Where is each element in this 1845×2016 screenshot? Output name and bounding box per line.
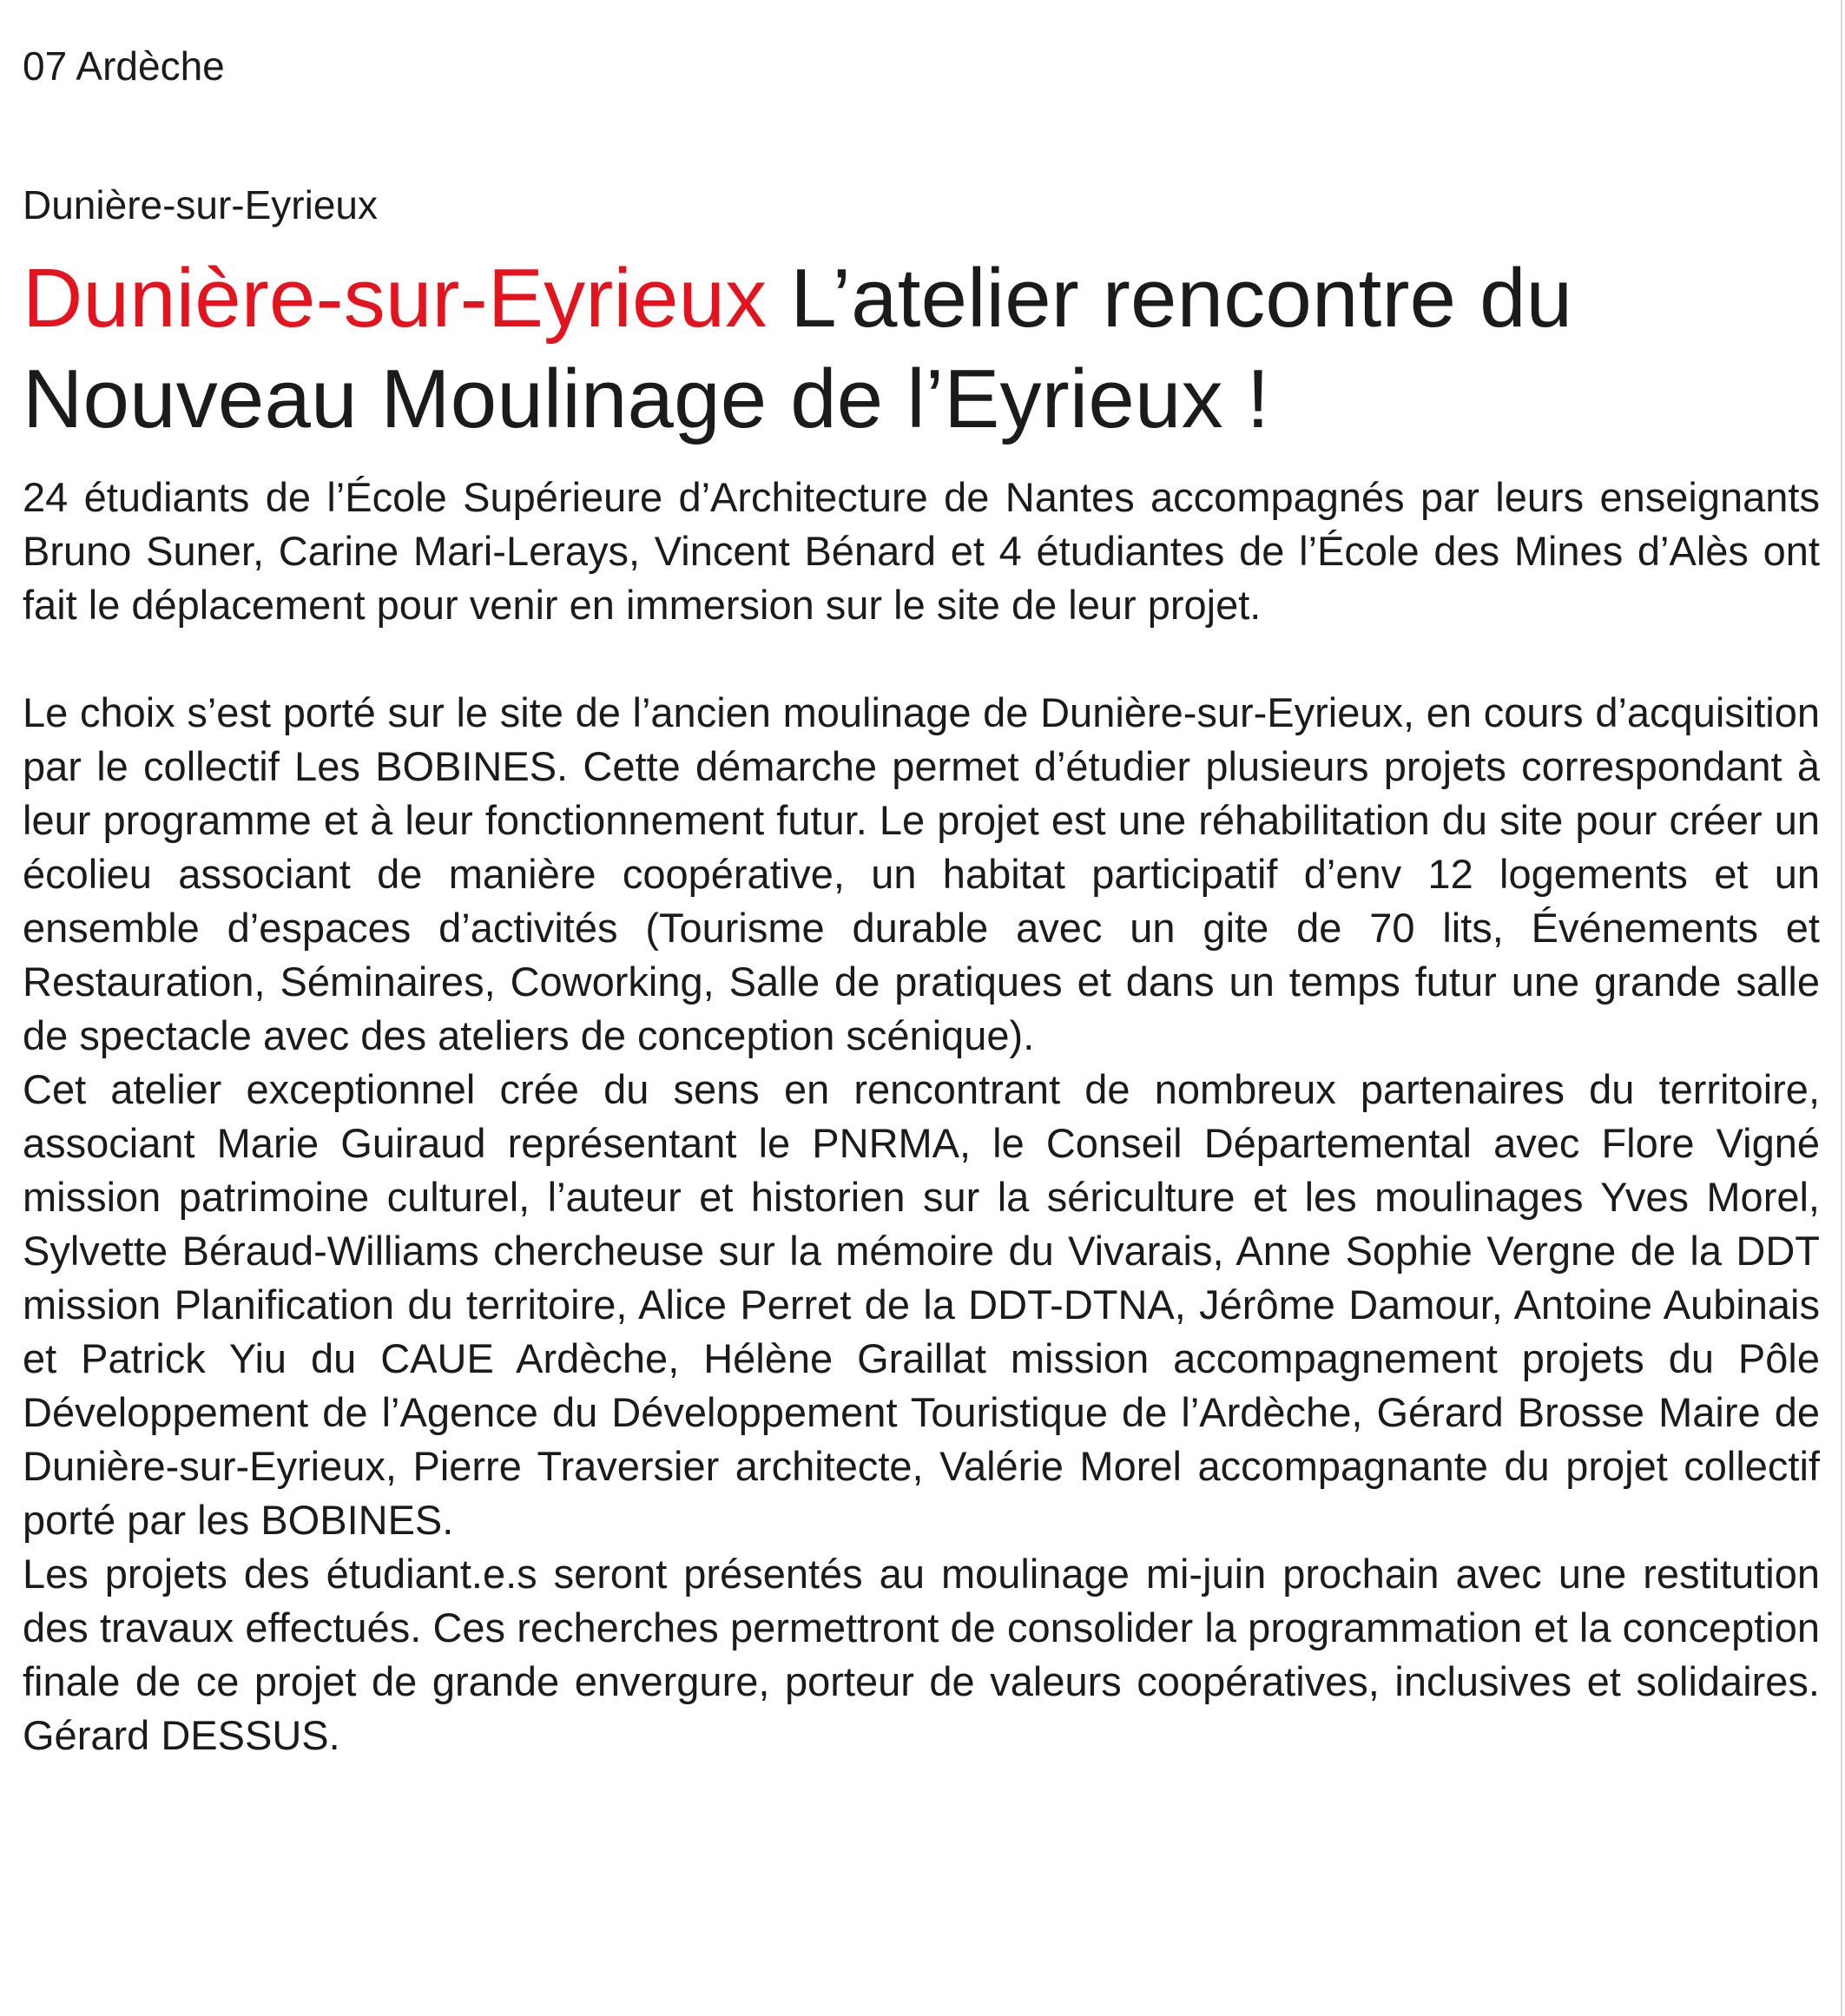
locality-label: Dunière-sur-Eyrieux xyxy=(23,182,379,227)
headline-title: L’atelier rencontre du Nouveau Moulinage de l’Eyrieux ! xyxy=(23,252,1573,445)
article-body xyxy=(23,471,1820,1762)
article-paragraph-3: Cet atelier exceptionnel crée du sens en rencontrant de nombreux partenaires du territoire, associant Marie Guiraud représentant le PNRMA, le Conseil Départemental avec Flore Vigné mission patrimoine culturel, l’auteur et historien sur la sériculture et les moulinages Yves Morel, Sylvette Béraud-Williams chercheuse sur la mémoire du Vivarais, Anne Sophie Vergne de la DDT mission Planification du territoire, Alice Perret de la DDT-DTNA, Jérôme Damour, Antoine Aubinais et Patrick Yiu du CAUE Ardèche, Hélène Graillat mission accompagnement projets du Pôle Développement de l’Agence du Développement Touristique de l’Ardèche, Gérard Brosse Maire de Dunière-sur-Eyrieux, Pierre Traversier architecte, Valérie Morel accompagnante du projet collectif porté par les BOBINES. xyxy=(23,1066,1820,1543)
article-paragraph-4: Les projets des étudiant.e.s seront présentés au moulinage mi-juin prochain avec une restitution des travaux effectués. Ces recherches permettront de consolider la programmation et la conception finale de ce projet de grande envergure, porteur de valeurs coopératives, inclusives et solidaires. Gérard DESSUS. xyxy=(23,1551,1820,1758)
article-paragraph-2: Le choix s’est porté sur le site de l’ancien moulinage de Dunière-sur-Eyrieux, en cours d’acquisition par le collectif Les BOBINES. Cette démarche permet d’étudier plusieurs projets correspondant à leur programme et à leur fonctionnement futur. Le projet est une réhabilitation du site pour créer un écolieu associant de manière coopérative, un habitat participatif d’env 12 logements et un ensemble d’espaces d’activités (Tourisme durable avec un gite de 70 lits, Événements et Restauration, Séminaires, Coworking, Salle de pratiques et dans un temps futur une grande salle de spectacle avec des ateliers de conception scénique). xyxy=(23,689,1820,1058)
page-edge-divider xyxy=(1841,0,1842,2016)
department-label: 07 Ardèche xyxy=(23,43,225,89)
headline-kicker: Dunière-sur-Eyrieux xyxy=(23,252,768,345)
article-headline xyxy=(23,248,1821,450)
article-paragraph-1: 24 étudiants de l’École Supérieure d’Architecture de Nantes accompagnés par leurs enseignants Bruno Suner, Carine Mari-Lerays, Vincent Bénard et 4 étudiantes de l’École des Mines d’Alès ont fait le déplacement pour venir en immersion sur le site de leur projet. xyxy=(23,474,1820,628)
